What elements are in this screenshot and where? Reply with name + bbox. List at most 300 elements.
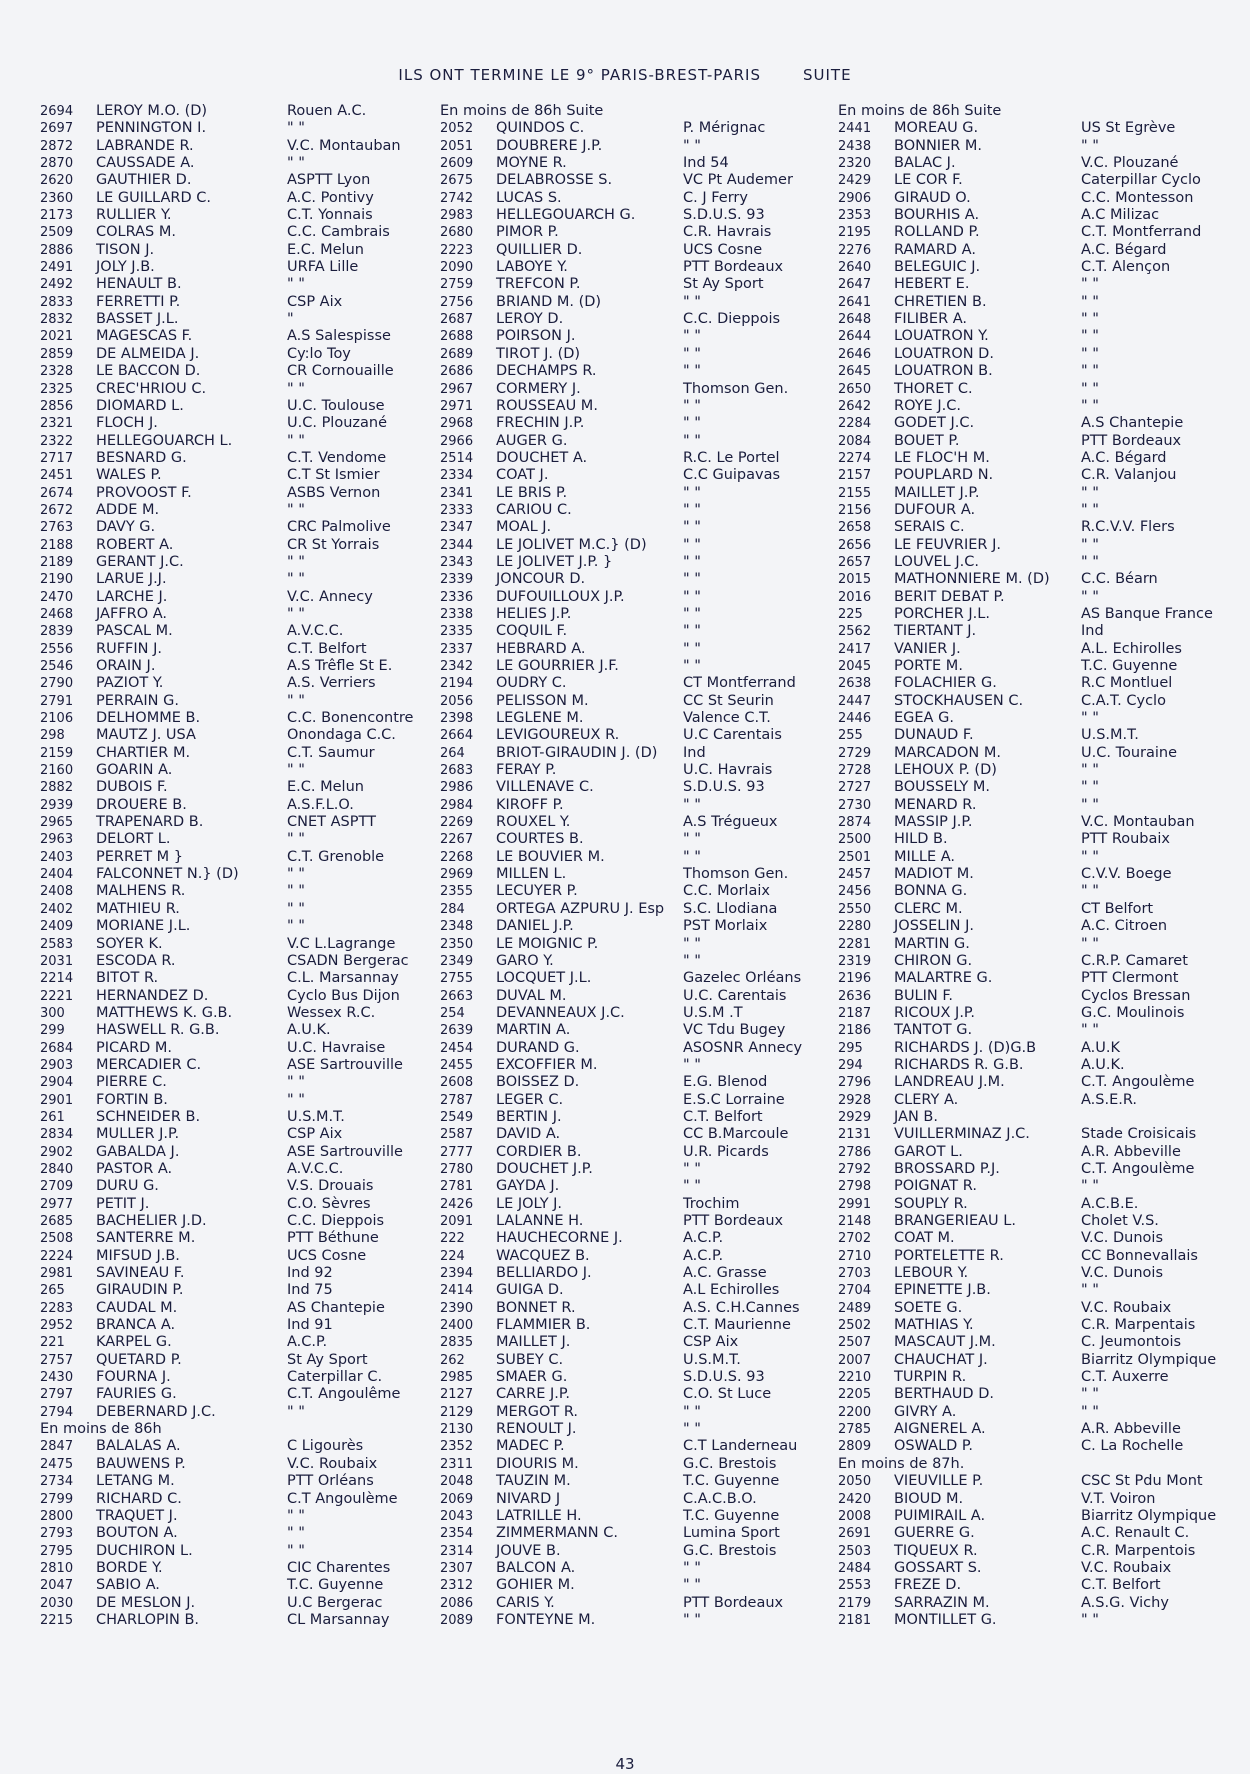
- result-row: [440, 398, 833, 415]
- result-row: [40, 172, 435, 189]
- result-row: [440, 988, 833, 1005]
- rider-club: " ": [1081, 397, 1099, 414]
- result-row: [440, 1092, 833, 1109]
- rider-name: RUFFIN J.: [96, 640, 162, 657]
- rider-number: 2839: [40, 624, 74, 640]
- rider-number: 2967: [440, 381, 474, 397]
- rider-club: S.D.U.S. 93: [683, 207, 765, 224]
- rider-club: PTT Orléans: [287, 1473, 374, 1490]
- rider-name: MATHIEU R.: [96, 900, 180, 917]
- rider-number: 2929: [838, 1109, 872, 1125]
- result-row: [440, 207, 833, 224]
- rider-number: 2793: [40, 1526, 74, 1542]
- rider-name: BELEGUIC J.: [894, 259, 981, 276]
- rider-club: St Ay Sport: [287, 1351, 368, 1368]
- result-row: [440, 1317, 833, 1334]
- rider-name: LE JOLIVET J.P. }: [496, 553, 613, 570]
- rider-name: FRECHIN J.P.: [496, 415, 585, 432]
- rider-name: OUDRY C.: [496, 675, 567, 692]
- page-title: [0, 66, 1250, 84]
- rider-number: 2069: [440, 1491, 474, 1507]
- section-heading-text: En moins de 87h.: [838, 1455, 965, 1472]
- rider-club: A.S Chantepie: [1081, 415, 1184, 432]
- rider-club: " ": [683, 1577, 701, 1594]
- result-row: [440, 1161, 833, 1178]
- result-row: [838, 988, 1238, 1005]
- rider-club: " ": [287, 605, 305, 622]
- rider-number: 2417: [838, 641, 872, 657]
- rider-name: DELORT L.: [96, 831, 171, 848]
- result-row: [838, 1265, 1238, 1282]
- rider-name: LOUATRON D.: [894, 345, 994, 362]
- rider-name: MADEC P.: [496, 1438, 565, 1455]
- rider-club: A.C. Bégard: [1081, 449, 1167, 466]
- rider-name: LEGER C.: [496, 1091, 564, 1108]
- rider-club: Stade Croisicais: [1081, 1126, 1197, 1143]
- result-row: [838, 883, 1238, 900]
- rider-club: AS Banque France: [1081, 605, 1213, 622]
- rider-club: " ": [1081, 883, 1099, 900]
- rider-number: 2587: [440, 1127, 474, 1143]
- rider-club: A.C. Citroen: [1081, 918, 1168, 935]
- rider-club: " ": [1081, 276, 1099, 293]
- rider-club: " ": [683, 571, 701, 588]
- result-row: [40, 1560, 435, 1577]
- result-row: [40, 606, 435, 623]
- rider-club: " ": [683, 1559, 701, 1576]
- rider-number: 2047: [40, 1578, 74, 1594]
- result-row: [40, 1612, 435, 1629]
- rider-number: 284: [440, 901, 465, 917]
- rider-name: RICHARD C.: [96, 1490, 182, 1507]
- rider-number: 2398: [440, 711, 474, 727]
- rider-number: 2514: [440, 450, 474, 466]
- rider-club: " ": [1081, 1022, 1099, 1039]
- rider-name: BAUWENS P.: [96, 1455, 186, 1472]
- rider-number: 2355: [440, 884, 474, 900]
- rider-number: 2691: [838, 1526, 872, 1542]
- rider-name: JOSSELIN J.: [894, 918, 974, 935]
- rider-name: AIGNEREL A.: [894, 1421, 986, 1438]
- result-row: [440, 1230, 833, 1247]
- rider-club: Caterpillar C.: [287, 1369, 383, 1386]
- result-row: [838, 658, 1238, 675]
- rider-club: " ": [1081, 710, 1099, 727]
- rider-name: QUINDOS C.: [496, 120, 585, 137]
- result-row: [40, 1577, 435, 1594]
- result-row: [838, 1074, 1238, 1091]
- rider-club: " ": [683, 1056, 701, 1073]
- rider-number: 2847: [40, 1439, 74, 1455]
- rider-club: U.S.M.T.: [683, 1351, 741, 1368]
- rider-club: " ": [287, 866, 305, 883]
- rider-name: BITOT R.: [96, 970, 159, 987]
- rider-number: 2785: [838, 1422, 872, 1438]
- rider-name: PASTOR A.: [96, 1160, 173, 1177]
- rider-name: QUETARD P.: [96, 1351, 182, 1368]
- rider-name: LE FLOC'H M.: [894, 449, 990, 466]
- rider-number: 2360: [40, 190, 74, 206]
- rider-number: 2281: [838, 936, 872, 952]
- rider-number: 2489: [838, 1300, 872, 1316]
- rider-number: 2608: [440, 1075, 474, 1091]
- rider-number: 2454: [440, 1040, 474, 1056]
- result-row: [838, 571, 1238, 588]
- rider-club: A.S Salespisse: [287, 328, 391, 345]
- rider-number: 2205: [838, 1387, 872, 1403]
- rider-club: Onondaga C.C.: [287, 727, 396, 744]
- result-row: [40, 1438, 435, 1455]
- rider-club: V.C. Montauban: [1081, 814, 1195, 831]
- rider-number: 2759: [440, 277, 474, 293]
- result-row: [40, 1317, 435, 1334]
- rider-club: C.R. Havrais: [683, 224, 772, 241]
- rider-club: Cy:lo Toy: [287, 345, 351, 362]
- result-row: [440, 1265, 833, 1282]
- title-text: ILS ONT TERMINE LE 9° PARIS-BREST-PARIS: [398, 66, 761, 84]
- rider-number: 2952: [40, 1318, 74, 1334]
- result-row: [440, 467, 833, 484]
- rider-club: " ": [1081, 935, 1099, 952]
- rider-number: 2688: [440, 329, 474, 345]
- rider-number: 2503: [838, 1543, 872, 1559]
- rider-club: T.C. Guyenne: [287, 1577, 384, 1594]
- rider-number: 2400: [440, 1318, 474, 1334]
- rider-name: TIERTANT J.: [894, 623, 977, 640]
- rider-number: 2756: [440, 294, 474, 310]
- rider-number: 2267: [440, 832, 474, 848]
- rider-club: Ind 54: [683, 155, 729, 172]
- rider-name: ORAIN J.: [96, 658, 156, 674]
- result-row: [440, 797, 833, 814]
- result-row: [440, 190, 833, 207]
- rider-club: " ": [1081, 1178, 1099, 1195]
- rider-number: 2638: [838, 676, 872, 692]
- rider-number: 2709: [40, 1179, 74, 1195]
- result-row: [838, 1334, 1238, 1351]
- result-row: [440, 242, 833, 259]
- rider-club: " ": [683, 519, 701, 536]
- rider-name: CREC'HRIOU C.: [96, 380, 207, 397]
- rider-number: 2091: [440, 1214, 474, 1229]
- result-row: [440, 1074, 833, 1091]
- rider-number: 2470: [40, 589, 74, 605]
- result-row: [838, 1577, 1238, 1594]
- rider-name: PASCAL M.: [96, 623, 173, 640]
- rider-number: 2043: [440, 1508, 474, 1524]
- rider-club: CSP Aix: [287, 1126, 343, 1143]
- rider-name: FOLACHIER G.: [894, 675, 997, 692]
- rider-club: C.C. Morlaix: [683, 883, 770, 900]
- rider-number: 2795: [40, 1543, 74, 1559]
- rider-name: MATHIAS Y.: [894, 1317, 974, 1334]
- result-row: [40, 745, 435, 762]
- result-row: [40, 190, 435, 207]
- rider-name: EXCOFFIER M.: [496, 1056, 598, 1073]
- rider-name: MORIANE J.L.: [96, 918, 191, 935]
- rider-club: C.T. Belfort: [287, 640, 367, 657]
- rider-number: 2550: [838, 901, 872, 917]
- result-row: [40, 381, 435, 398]
- rider-number: 2689: [440, 346, 474, 362]
- rider-club: C.O. St Luce: [683, 1386, 772, 1403]
- rider-name: LUCAS S.: [496, 189, 562, 206]
- rider-name: LEVIGOUREUX R.: [496, 727, 620, 744]
- rider-name: JOLY J.B.: [96, 259, 155, 276]
- rider-number: 2337: [440, 641, 474, 657]
- result-row: [440, 641, 833, 658]
- rider-number: 2562: [838, 624, 872, 640]
- rider-number: 2008: [838, 1508, 872, 1524]
- rider-club: " ": [287, 155, 305, 172]
- rider-name: DEVANNEAUX J.C.: [496, 1004, 625, 1021]
- rider-name: LE BACCON D.: [96, 363, 201, 380]
- rider-name: HENAULT B.: [96, 276, 182, 293]
- rider-number: 2052: [440, 121, 474, 137]
- result-row: [440, 883, 833, 900]
- rider-number: 2906: [838, 190, 872, 206]
- rider-number: 2336: [440, 589, 474, 605]
- result-row: [440, 727, 833, 744]
- result-row: [40, 1282, 435, 1299]
- rider-name: BOUSSELY M.: [894, 779, 991, 796]
- rider-club: " ": [1081, 484, 1099, 501]
- result-row: [838, 1317, 1238, 1334]
- result-row: [40, 138, 435, 155]
- result-row: [440, 693, 833, 710]
- result-row: [838, 1508, 1238, 1525]
- rider-club: C.T. Auxerre: [1081, 1369, 1169, 1386]
- page-number: 43: [615, 1755, 635, 1773]
- result-row: [838, 537, 1238, 554]
- rider-number: 2702: [838, 1231, 872, 1247]
- rider-club: " ": [683, 623, 701, 640]
- rider-name: PAZIOT Y.: [96, 675, 164, 692]
- rider-number: 2685: [40, 1214, 74, 1229]
- result-row: [838, 1369, 1238, 1386]
- rider-number: 2546: [40, 659, 74, 674]
- rider-name: DECHAMPS R.: [496, 363, 597, 380]
- result-row: [40, 537, 435, 554]
- result-row: [440, 381, 833, 398]
- rider-name: LANDREAU J.M.: [894, 1074, 1005, 1091]
- rider-club: " ": [287, 1507, 305, 1524]
- rider-name: DOUCHET A.: [496, 449, 588, 466]
- rider-number: 2800: [40, 1508, 74, 1524]
- rider-club: C.C. Dieppois: [683, 311, 781, 328]
- rider-club: CC St Seurin: [683, 692, 774, 709]
- result-row: [40, 224, 435, 241]
- rider-club: Valence C.T.: [683, 710, 771, 727]
- rider-club: " ": [1081, 363, 1099, 380]
- rider-name: BOURHIS A.: [894, 207, 980, 224]
- result-row: [440, 1577, 833, 1594]
- rider-club: CR St Yorrais: [287, 536, 380, 553]
- result-row: [440, 1421, 833, 1438]
- title-suite: SUITE: [802, 66, 852, 84]
- rider-club: C.T. Belfort: [1081, 1577, 1161, 1594]
- result-row: [838, 190, 1238, 207]
- rider-club: Thomson Gen.: [683, 866, 789, 883]
- rider-club: VC Pt Audemer: [683, 172, 793, 189]
- rider-name: PUIMIRAIL A.: [894, 1507, 986, 1524]
- rider-number: 2328: [40, 364, 74, 380]
- rider-number: 2344: [440, 537, 474, 553]
- rider-club: " ": [683, 328, 701, 345]
- rider-club: A.C. Renault C.: [1081, 1525, 1190, 1542]
- rider-number: 2928: [838, 1092, 872, 1108]
- result-row: [440, 537, 833, 554]
- rider-name: GABALDA J.: [96, 1143, 180, 1160]
- result-row: [838, 901, 1238, 918]
- rider-number: 2050: [838, 1474, 872, 1490]
- rider-club: " ": [683, 484, 701, 501]
- result-row: [440, 1334, 833, 1351]
- result-row: [40, 398, 435, 415]
- rider-club: C.C. Béarn: [1081, 571, 1158, 588]
- rider-number: 2188: [40, 537, 74, 553]
- result-row: [838, 779, 1238, 796]
- rider-club: G.C. Moulinois: [1081, 1004, 1185, 1021]
- rider-number: 2683: [440, 763, 474, 779]
- rider-club: E.S.C Lorraine: [683, 1091, 785, 1108]
- rider-club: V.C. Roubaix: [287, 1455, 378, 1472]
- rider-number: 2455: [440, 1057, 474, 1073]
- rider-name: GOHIER M.: [496, 1577, 575, 1594]
- rider-number: 2832: [40, 312, 74, 328]
- rider-name: MARTIN A.: [496, 1022, 571, 1039]
- rider-name: DELHOMME B.: [96, 710, 201, 727]
- result-row: [40, 554, 435, 571]
- rider-club: " ": [287, 432, 305, 449]
- rider-number: 2977: [40, 1196, 74, 1212]
- rider-name: DEBERNARD J.C.: [96, 1403, 216, 1420]
- rider-club: C. Jeumontois: [1081, 1334, 1182, 1351]
- rider-name: GODET J.C.: [894, 415, 975, 432]
- rider-name: CARRE J.P.: [496, 1386, 570, 1403]
- result-row: [40, 866, 435, 883]
- rider-club: " ": [683, 831, 701, 848]
- result-row: [838, 138, 1238, 155]
- rider-club: " ": [683, 536, 701, 553]
- rider-name: DUFOUR A.: [894, 501, 976, 518]
- rider-club: C.R. Marpentois: [1081, 1542, 1196, 1559]
- result-row: [838, 346, 1238, 363]
- rider-name: TIQUEUX R.: [894, 1542, 978, 1559]
- result-row: [838, 675, 1238, 692]
- rider-club: A.C. Grasse: [683, 1265, 767, 1282]
- rider-name: POIGNAT R.: [894, 1178, 977, 1195]
- rider-number: 2640: [838, 260, 872, 276]
- rider-name: FOURNA J.: [96, 1369, 171, 1386]
- rider-name: LETANG M.: [96, 1473, 175, 1490]
- rider-club: CSP Aix: [683, 1334, 739, 1351]
- rider-club: CT Belfort: [1081, 900, 1154, 917]
- rider-number: 2157: [838, 468, 872, 484]
- rider-club: PTT Clermont: [1081, 970, 1179, 987]
- rider-number: 2501: [838, 849, 872, 865]
- rider-name: PELISSON M.: [496, 692, 589, 709]
- result-row: [838, 502, 1238, 519]
- rider-number: 2307: [440, 1560, 474, 1576]
- result-row: [838, 710, 1238, 727]
- rider-name: SUBEY C.: [496, 1351, 564, 1368]
- results-column-1: [40, 103, 435, 1629]
- rider-name: BROSSARD P.J.: [894, 1160, 1000, 1177]
- rider-club: U.R. Picards: [683, 1143, 769, 1160]
- rider-club: G.C. Brestois: [683, 1542, 777, 1559]
- result-row: [40, 831, 435, 848]
- rider-number: 2426: [440, 1196, 474, 1212]
- rider-club: " ": [683, 501, 701, 518]
- rider-name: DUFOUILLOUX J.P.: [496, 588, 625, 605]
- result-row: [440, 970, 833, 987]
- result-row: [40, 450, 435, 467]
- result-row: [440, 901, 833, 918]
- rider-name: DIOMARD L.: [96, 397, 184, 414]
- rider-number: 2991: [838, 1196, 872, 1212]
- rider-number: 2090: [440, 260, 474, 276]
- rider-number: 2402: [40, 901, 74, 917]
- result-row: [838, 155, 1238, 172]
- rider-club: C.T Angoulème: [287, 1490, 398, 1507]
- result-row: [440, 606, 833, 623]
- rider-number: 2084: [838, 433, 872, 449]
- rider-name: JAN B.: [894, 1108, 938, 1125]
- rider-club: PTT Béthune: [287, 1230, 379, 1247]
- result-row: [838, 1213, 1238, 1230]
- result-row: [838, 207, 1238, 224]
- rider-number: 2650: [838, 381, 872, 397]
- rider-club: Rouen A.C.: [287, 103, 367, 119]
- rider-name: MATTHEWS K. G.B.: [96, 1004, 233, 1021]
- rider-club: E.G. Blenod: [683, 1074, 768, 1091]
- rider-club: A.U.K: [1081, 1039, 1121, 1056]
- rider-name: CORMERY J.: [496, 380, 581, 397]
- rider-club: C.L. Marsannay: [287, 970, 399, 987]
- result-row: [40, 120, 435, 137]
- result-row: [440, 710, 833, 727]
- result-row: [838, 1196, 1238, 1213]
- rider-number: 2194: [440, 676, 474, 692]
- rider-number: 2508: [40, 1231, 74, 1247]
- rider-name: MILLE A.: [894, 848, 955, 865]
- rider-number: 2492: [40, 277, 74, 293]
- result-row: [40, 797, 435, 814]
- result-row: [40, 988, 435, 1005]
- rider-club: Biarritz Olympique: [1081, 1351, 1217, 1368]
- result-row: [40, 1040, 435, 1057]
- rider-name: BALCON A.: [496, 1559, 576, 1576]
- rider-club: PTT Bordeaux: [683, 1594, 784, 1611]
- rider-name: FERRETTI P.: [96, 293, 181, 310]
- rider-number: 2314: [440, 1543, 474, 1559]
- rider-number: 299: [40, 1023, 65, 1039]
- result-row: [440, 936, 833, 953]
- rider-name: POUPLARD N.: [894, 467, 994, 484]
- result-row: [838, 762, 1238, 779]
- rider-club: C.R.P. Camaret: [1081, 952, 1188, 969]
- result-row: [40, 571, 435, 588]
- rider-club: U.S.M.T.: [287, 1108, 345, 1125]
- rider-club: C.T. Maurienne: [683, 1317, 791, 1334]
- result-row: [440, 866, 833, 883]
- rider-name: HEBERT E.: [894, 276, 970, 293]
- rider-club: " ": [1081, 848, 1099, 865]
- result-row: [838, 294, 1238, 311]
- rider-name: FORTIN B.: [96, 1091, 168, 1108]
- rider-name: PICARD M.: [96, 1039, 173, 1056]
